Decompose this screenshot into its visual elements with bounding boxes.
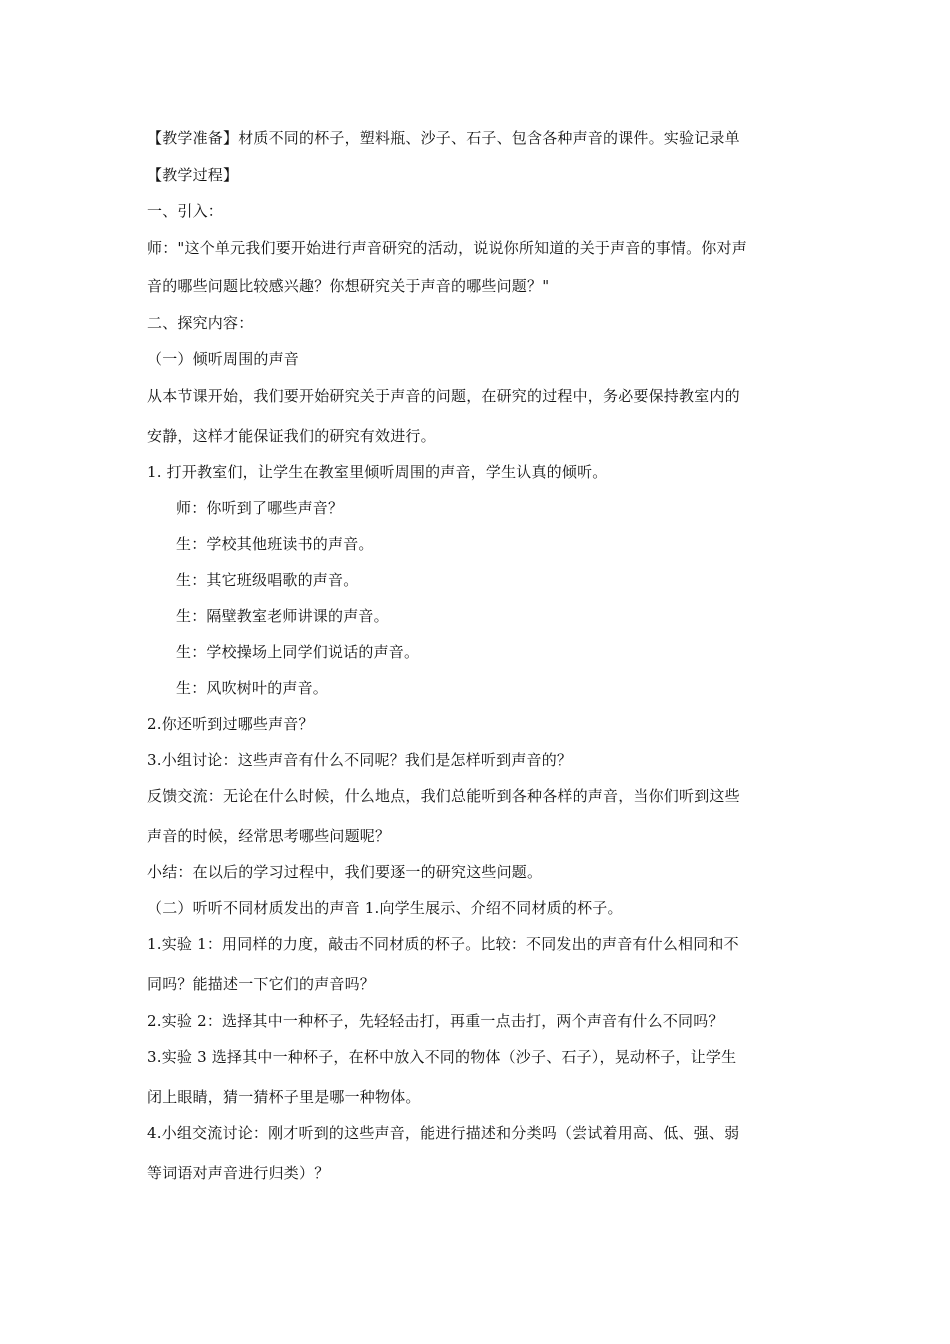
paragraph-line: 音的哪些问题比较感兴趣？你想研究关于声音的哪些问题？" (147, 277, 550, 295)
paragraph-line: 师："这个单元我们要开始进行声音研究的活动，说说你所知道的关于声音的事情。你对声 (147, 239, 747, 257)
teaching-process-heading: 【教学过程】 (147, 166, 239, 184)
subsection-heading: （一）倾听周围的声音 (147, 350, 300, 368)
teaching-preparation-line: 【教学准备】材质不同的杯子，塑料瓶、沙子、石子、包含各种声音的课件。实验记录单 (147, 129, 740, 147)
experiment-line: 2.实验 2：选择其中一种杯子，先轻轻击打，再重一点击打，两个声音有什么不同吗？ (147, 1012, 724, 1030)
paragraph-line: 声音的时候，经常思考哪些问题呢？ (147, 827, 391, 845)
section-inquiry-heading: 二、探究内容： (147, 314, 254, 332)
dialogue-line: 生：学校其他班读书的声音。 (176, 535, 374, 553)
subsection-heading: （二）听听不同材质发出的声音 1.向学生展示、介绍不同材质的杯子。 (147, 899, 623, 917)
dialogue-line: 生：学校操场上同学们说话的声音。 (176, 643, 420, 661)
paragraph-line: 安静，这样才能保证我们的研究有效进行。 (147, 427, 436, 445)
dialogue-line: 生：其它班级唱歌的声音。 (176, 571, 359, 589)
paragraph-line: 从本节课开始，我们要开始研究关于声音的问题，在研究的过程中，务必要保持教室内的 (147, 387, 740, 405)
dialogue-line: 生：隔壁教室老师讲课的声音。 (176, 607, 389, 625)
experiment-line: 3.实验 3 选择其中一种杯子，在杯中放入不同的物体（沙子、石子），晃动杯子，让学生 (147, 1048, 737, 1066)
list-item: 3.小组讨论：这些声音有什么不同呢？我们是怎样听到声音的？ (147, 751, 573, 769)
summary-line: 小结：在以后的学习过程中，我们要逐一的研究这些问题。 (147, 863, 543, 881)
section-introduction-heading: 一、引入： (147, 202, 224, 220)
experiment-line: 1.实验 1：用同样的力度，敲击不同材质的杯子。比较：不同发出的声音有什么相同和不 (147, 935, 739, 953)
discussion-line: 4.小组交流讨论：刚才听到的这些声音，能进行描述和分类吗（尝试着用高、低、强、弱 (147, 1124, 740, 1142)
list-item: 2.你还听到过哪些声音？ (147, 715, 314, 733)
experiment-line: 同吗？能描述一下它们的声音吗？ (147, 975, 376, 993)
discussion-line: 等词语对声音进行归类）？ (147, 1164, 330, 1182)
dialogue-line: 生：风吹树叶的声音。 (176, 679, 329, 697)
list-item: 1. 打开教室们，让学生在教室里倾听周围的声音，学生认真的倾听。 (147, 463, 608, 481)
dialogue-line: 师：你听到了哪些声音？ (176, 499, 344, 517)
paragraph-line: 反馈交流：无论在什么时候，什么地点，我们总能听到各种各样的声音，当你们听到这些 (147, 787, 740, 805)
experiment-line: 闭上眼睛，猜一猜杯子里是哪一种物体。 (147, 1088, 421, 1106)
